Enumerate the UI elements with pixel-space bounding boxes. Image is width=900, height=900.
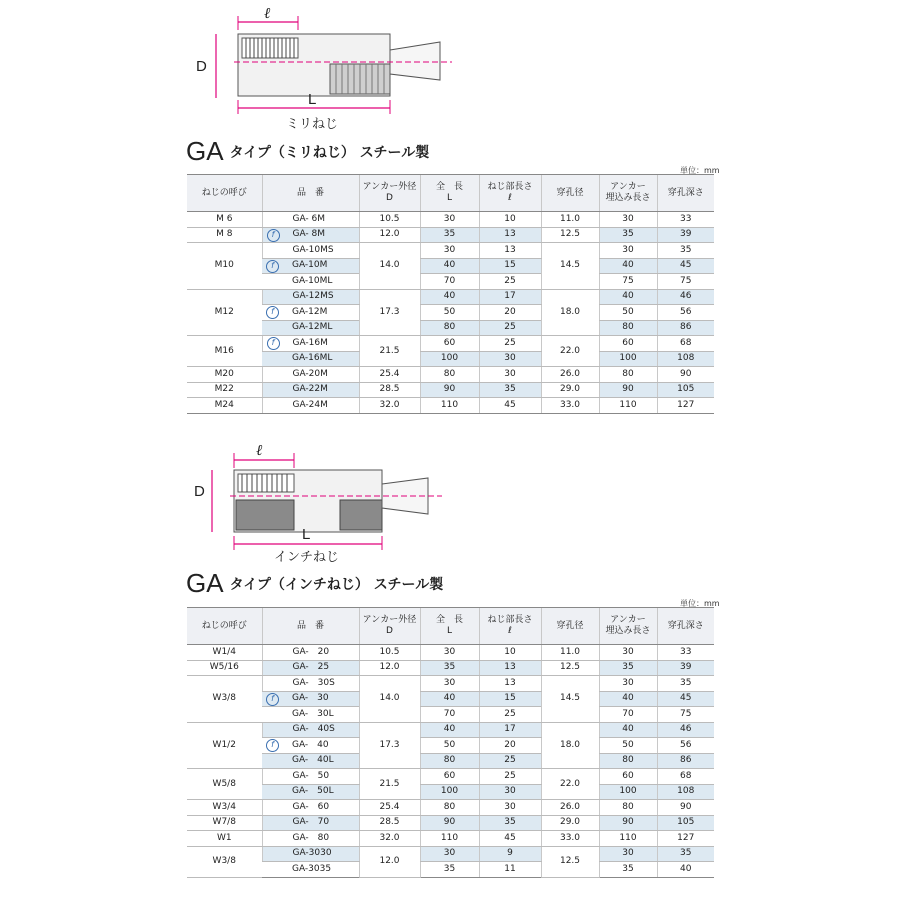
certified-mark-icon: f (267, 229, 280, 242)
cell-size: W3/4 (187, 800, 262, 816)
cell-len: 100 (420, 351, 479, 367)
cell-len: 70 (420, 707, 479, 723)
cell-len: 30 (420, 645, 479, 661)
table-row (187, 645, 714, 661)
cell-part (262, 351, 359, 367)
table-row (187, 769, 714, 785)
cell-depth: 45 (657, 691, 714, 707)
table-row (187, 227, 714, 243)
cell-depth: 86 (657, 320, 714, 336)
cell-thread: 10 (479, 645, 541, 661)
cell-depth: 46 (657, 289, 714, 305)
cell-depth: 46 (657, 722, 714, 738)
part-number: GA- 80 (292, 832, 330, 843)
cell-drill: 22.0 (541, 769, 599, 800)
part-number: GA-3035 (292, 863, 332, 874)
diagram-caption: インチねじ (274, 550, 340, 565)
table-row (187, 831, 714, 847)
cell-len: 80 (420, 367, 479, 383)
cell-len: 110 (420, 398, 479, 414)
cell-drill: 33.0 (541, 831, 599, 847)
milli-title (186, 136, 429, 167)
part-number: GA- 40S (292, 724, 335, 735)
part-number: GA-20M (292, 368, 328, 379)
cell-thread: 25 (479, 707, 541, 723)
cell-part (262, 367, 359, 383)
part-number: GA-16M (292, 337, 328, 348)
cell-embed: 35 (599, 660, 657, 676)
cell-thread: 35 (479, 382, 541, 398)
cell-len: 80 (420, 320, 479, 336)
cell-depth: 35 (657, 676, 714, 692)
cell-thread: 25 (479, 753, 541, 769)
cell-thread: 35 (479, 815, 541, 831)
cell-thread: 13 (479, 676, 541, 692)
cell-thread: 30 (479, 367, 541, 383)
part-number: GA-12ML (292, 322, 333, 333)
cell-len: 40 (420, 691, 479, 707)
part-number: GA- 25 (292, 662, 330, 673)
cell-part (262, 398, 359, 414)
cell-size: W1 (187, 831, 262, 847)
table-row (187, 707, 714, 723)
column-header: ねじの呼び (187, 175, 262, 212)
cell-depth: 45 (657, 258, 714, 274)
cell-len: 35 (420, 660, 479, 676)
part-number: GA-22M (292, 384, 328, 395)
cell-len: 60 (420, 336, 479, 352)
cell-thread: 20 (479, 738, 541, 754)
cell-part (262, 258, 359, 274)
cell-depth: 108 (657, 784, 714, 800)
cell-embed: 50 (599, 305, 657, 321)
part-number: GA-10ML (292, 275, 333, 286)
table-row (187, 862, 714, 878)
cell-len: 35 (420, 227, 479, 243)
column-header: アンカー 埋込み長さ (599, 608, 657, 645)
cell-part (262, 243, 359, 259)
column-header: ねじ部長さ ℓ (479, 608, 541, 645)
cell-embed: 30 (599, 676, 657, 692)
cell-depth: 56 (657, 305, 714, 321)
part-number: GA-12MS (292, 291, 334, 302)
cell-thread: 15 (479, 691, 541, 707)
title-ga: GA (186, 136, 224, 166)
cell-len: 80 (420, 800, 479, 816)
cell-thread: 15 (479, 258, 541, 274)
cell-od: 25.4 (359, 367, 420, 383)
table-row (187, 274, 714, 290)
table-row (187, 815, 714, 831)
cell-embed: 40 (599, 722, 657, 738)
cell-drill: 14.5 (541, 243, 599, 290)
cell-size: M22 (187, 382, 262, 398)
cell-len: 80 (420, 753, 479, 769)
cell-thread: 13 (479, 660, 541, 676)
cell-drill: 26.0 (541, 800, 599, 816)
cell-embed: 30 (599, 243, 657, 259)
cell-thread: 17 (479, 722, 541, 738)
cell-len: 35 (420, 862, 479, 878)
table-row (187, 722, 714, 738)
cell-drill: 18.0 (541, 722, 599, 769)
cell-embed: 35 (599, 862, 657, 878)
d-dimension-label: D (196, 58, 207, 75)
cell-od: 17.3 (359, 722, 420, 769)
cell-embed: 60 (599, 336, 657, 352)
cell-part (262, 691, 359, 707)
cell-od: 12.0 (359, 846, 420, 877)
cell-embed: 40 (599, 691, 657, 707)
table-row (187, 676, 714, 692)
cell-size: M10 (187, 243, 262, 290)
part-number: GA-10MS (292, 244, 334, 255)
part-number: GA- 30L (292, 708, 334, 719)
cell-depth: 68 (657, 336, 714, 352)
cell-od: 21.5 (359, 769, 420, 800)
part-number: GA-12M (292, 306, 328, 317)
cell-od: 32.0 (359, 831, 420, 847)
part-number: GA- 50 (292, 770, 330, 781)
cell-depth: 39 (657, 660, 714, 676)
table-row (187, 320, 714, 336)
part-number: GA-3030 (292, 848, 332, 859)
cell-depth: 68 (657, 769, 714, 785)
cell-drill: 12.5 (541, 846, 599, 877)
cell-len: 30 (420, 846, 479, 862)
column-header: 穿孔径 (541, 608, 599, 645)
cell-embed: 30 (599, 846, 657, 862)
cell-part (262, 862, 359, 878)
cell-size: M 6 (187, 212, 262, 228)
table-row (187, 212, 714, 228)
cell-size: M 8 (187, 227, 262, 243)
cell-embed: 60 (599, 769, 657, 785)
cell-part (262, 800, 359, 816)
cell-len: 40 (420, 722, 479, 738)
cell-depth: 86 (657, 753, 714, 769)
certified-mark-icon: f (266, 306, 279, 319)
cell-drill: 14.5 (541, 676, 599, 723)
cell-size: M12 (187, 289, 262, 336)
cell-drill: 11.0 (541, 212, 599, 228)
cell-size: W7/8 (187, 815, 262, 831)
cell-thread: 30 (479, 800, 541, 816)
part-number: GA- 30 (292, 693, 329, 704)
column-header: アンカー外径 D (359, 608, 420, 645)
table-row (187, 753, 714, 769)
cell-part (262, 676, 359, 692)
cell-thread: 45 (479, 398, 541, 414)
table-row (187, 336, 714, 352)
d-dimension-label: D (194, 483, 205, 500)
table-row (187, 382, 714, 398)
cell-depth: 35 (657, 243, 714, 259)
column-header: アンカー外径 D (359, 175, 420, 212)
part-number: GA- 6M (292, 213, 326, 224)
title-ga: GA (186, 568, 224, 598)
cell-depth: 35 (657, 846, 714, 862)
cell-depth: 127 (657, 831, 714, 847)
cell-depth: 56 (657, 738, 714, 754)
table-row (187, 289, 714, 305)
cell-embed: 80 (599, 800, 657, 816)
cell-part (262, 738, 359, 754)
column-header: 全 長 L (420, 175, 479, 212)
table-row (187, 800, 714, 816)
title-rest: タイプ（ミリねじ） スチール製 (229, 145, 430, 161)
cell-embed: 90 (599, 382, 657, 398)
column-header: アンカー 埋込み長さ (599, 175, 657, 212)
table-header-row (187, 608, 714, 645)
cell-part (262, 769, 359, 785)
cell-depth: 75 (657, 707, 714, 723)
column-header: 品 番 (262, 175, 359, 212)
table-row (187, 784, 714, 800)
cell-embed: 80 (599, 320, 657, 336)
cell-size: W1/4 (187, 645, 262, 661)
L-dimension-label: L (308, 91, 317, 108)
cell-drill: 18.0 (541, 289, 599, 336)
cell-part (262, 784, 359, 800)
cell-part (262, 320, 359, 336)
part-number: GA-10M (292, 260, 328, 271)
cell-od: 10.5 (359, 212, 420, 228)
l-dimension-label: ℓ (256, 441, 263, 459)
l-dimension-label: ℓ (264, 4, 271, 22)
cell-embed: 80 (599, 367, 657, 383)
cell-part (262, 305, 359, 321)
column-header: ねじの呼び (187, 608, 262, 645)
cell-size: M24 (187, 398, 262, 414)
certified-mark-icon: f (266, 739, 279, 752)
cell-len: 60 (420, 769, 479, 785)
cell-part (262, 753, 359, 769)
cell-drill: 33.0 (541, 398, 599, 414)
cell-part (262, 382, 359, 398)
cell-part (262, 815, 359, 831)
cell-depth: 105 (657, 815, 714, 831)
cell-drill: 12.5 (541, 660, 599, 676)
column-header: 穿孔径 (541, 175, 599, 212)
cell-len: 40 (420, 258, 479, 274)
cell-embed: 30 (599, 645, 657, 661)
table-row (187, 243, 714, 259)
cell-len: 50 (420, 305, 479, 321)
column-header: 全 長 L (420, 608, 479, 645)
cell-part (262, 274, 359, 290)
cell-part (262, 336, 359, 352)
cell-len: 40 (420, 289, 479, 305)
cell-thread: 25 (479, 274, 541, 290)
cell-od: 14.0 (359, 676, 420, 723)
part-number: GA- 30S (292, 677, 335, 688)
column-header: 穿孔深さ (657, 608, 714, 645)
table-row (187, 738, 714, 754)
inch-title (186, 568, 443, 599)
part-number: GA- 40 (292, 739, 329, 750)
cell-part (262, 846, 359, 862)
unit-label: 単位：mm (680, 166, 720, 175)
cell-depth: 90 (657, 367, 714, 383)
cell-thread: 10 (479, 212, 541, 228)
table-row (187, 367, 714, 383)
cell-thread: 13 (479, 243, 541, 259)
certified-mark-icon: f (266, 693, 279, 706)
part-number: GA- 20 (292, 646, 330, 657)
cell-od: 25.4 (359, 800, 420, 816)
cell-size: W5/8 (187, 769, 262, 800)
diagram-caption: ミリねじ (286, 117, 339, 132)
cell-thread: 30 (479, 784, 541, 800)
column-header: ねじ部長さ ℓ (479, 175, 541, 212)
inch-spec-table (187, 607, 714, 878)
cell-depth: 90 (657, 800, 714, 816)
cell-depth: 33 (657, 645, 714, 661)
cell-embed: 30 (599, 212, 657, 228)
part-number: GA- 8M (292, 229, 326, 240)
title-rest: タイプ（インチねじ） スチール製 (229, 577, 444, 593)
cell-embed: 110 (599, 831, 657, 847)
cell-size: W3/8 (187, 846, 262, 877)
cell-od: 14.0 (359, 243, 420, 290)
milli-anchor-diagram (190, 0, 470, 132)
cell-part (262, 289, 359, 305)
cell-part (262, 831, 359, 847)
part-number: GA- 60 (292, 801, 330, 812)
cell-part (262, 707, 359, 723)
cell-thread: 25 (479, 769, 541, 785)
table-row (187, 351, 714, 367)
cell-depth: 105 (657, 382, 714, 398)
cell-embed: 80 (599, 753, 657, 769)
cell-od: 28.5 (359, 382, 420, 398)
L-dimension-label: L (302, 526, 311, 543)
cell-thread: 9 (479, 846, 541, 862)
cell-embed: 50 (599, 738, 657, 754)
table-header-row (187, 175, 714, 212)
cell-part (262, 212, 359, 228)
cell-thread: 20 (479, 305, 541, 321)
cell-drill: 22.0 (541, 336, 599, 367)
part-number: GA-16ML (292, 353, 333, 364)
part-number: GA- 70 (292, 817, 330, 828)
cell-part (262, 660, 359, 676)
cell-size: M16 (187, 336, 262, 367)
cell-thread: 30 (479, 351, 541, 367)
cell-depth: 108 (657, 351, 714, 367)
cell-drill: 29.0 (541, 382, 599, 398)
cell-size: W5/16 (187, 660, 262, 676)
cell-thread: 11 (479, 862, 541, 878)
cell-len: 30 (420, 212, 479, 228)
table-row (187, 305, 714, 321)
cell-drill: 12.5 (541, 227, 599, 243)
table-row (187, 258, 714, 274)
cell-od: 12.0 (359, 227, 420, 243)
cell-len: 90 (420, 815, 479, 831)
cell-embed: 90 (599, 815, 657, 831)
cell-embed: 75 (599, 274, 657, 290)
cell-len: 50 (420, 738, 479, 754)
cell-len: 30 (420, 676, 479, 692)
cell-od: 12.0 (359, 660, 420, 676)
cell-od: 28.5 (359, 815, 420, 831)
cell-embed: 70 (599, 707, 657, 723)
cell-part (262, 227, 359, 243)
cell-thread: 13 (479, 227, 541, 243)
cell-len: 110 (420, 831, 479, 847)
cell-size: W1/2 (187, 722, 262, 769)
cell-thread: 17 (479, 289, 541, 305)
cell-thread: 25 (479, 320, 541, 336)
cell-depth: 75 (657, 274, 714, 290)
part-number: GA- 40L (292, 755, 334, 766)
cell-part (262, 645, 359, 661)
part-number: GA- 50L (292, 786, 334, 797)
cell-len: 30 (420, 243, 479, 259)
cell-depth: 40 (657, 862, 714, 878)
certified-mark-icon: f (267, 337, 280, 350)
cell-od: 21.5 (359, 336, 420, 367)
cell-embed: 40 (599, 258, 657, 274)
cell-embed: 100 (599, 784, 657, 800)
cell-part (262, 722, 359, 738)
unit-label: 単位：mm (680, 599, 720, 608)
cell-od: 10.5 (359, 645, 420, 661)
cell-drill: 29.0 (541, 815, 599, 831)
certified-mark-icon: f (266, 260, 279, 273)
table-row (187, 398, 714, 414)
table-row (187, 691, 714, 707)
cell-size: M20 (187, 367, 262, 383)
cell-od: 32.0 (359, 398, 420, 414)
inch-anchor-diagram (190, 438, 460, 566)
column-header: 品 番 (262, 608, 359, 645)
cell-embed: 100 (599, 351, 657, 367)
cell-drill: 11.0 (541, 645, 599, 661)
cell-thread: 25 (479, 336, 541, 352)
milli-spec-table (187, 174, 714, 414)
table-row (187, 660, 714, 676)
table-row (187, 846, 714, 862)
cell-embed: 35 (599, 227, 657, 243)
column-header: 穿孔深さ (657, 175, 714, 212)
cell-drill: 26.0 (541, 367, 599, 383)
cell-thread: 45 (479, 831, 541, 847)
cell-depth: 33 (657, 212, 714, 228)
cell-embed: 110 (599, 398, 657, 414)
cell-len: 90 (420, 382, 479, 398)
part-number: GA-24M (292, 399, 328, 410)
cell-size: W3/8 (187, 676, 262, 723)
cell-len: 70 (420, 274, 479, 290)
cell-od: 17.3 (359, 289, 420, 336)
cell-len: 100 (420, 784, 479, 800)
cell-depth: 39 (657, 227, 714, 243)
cell-embed: 40 (599, 289, 657, 305)
cell-depth: 127 (657, 398, 714, 414)
